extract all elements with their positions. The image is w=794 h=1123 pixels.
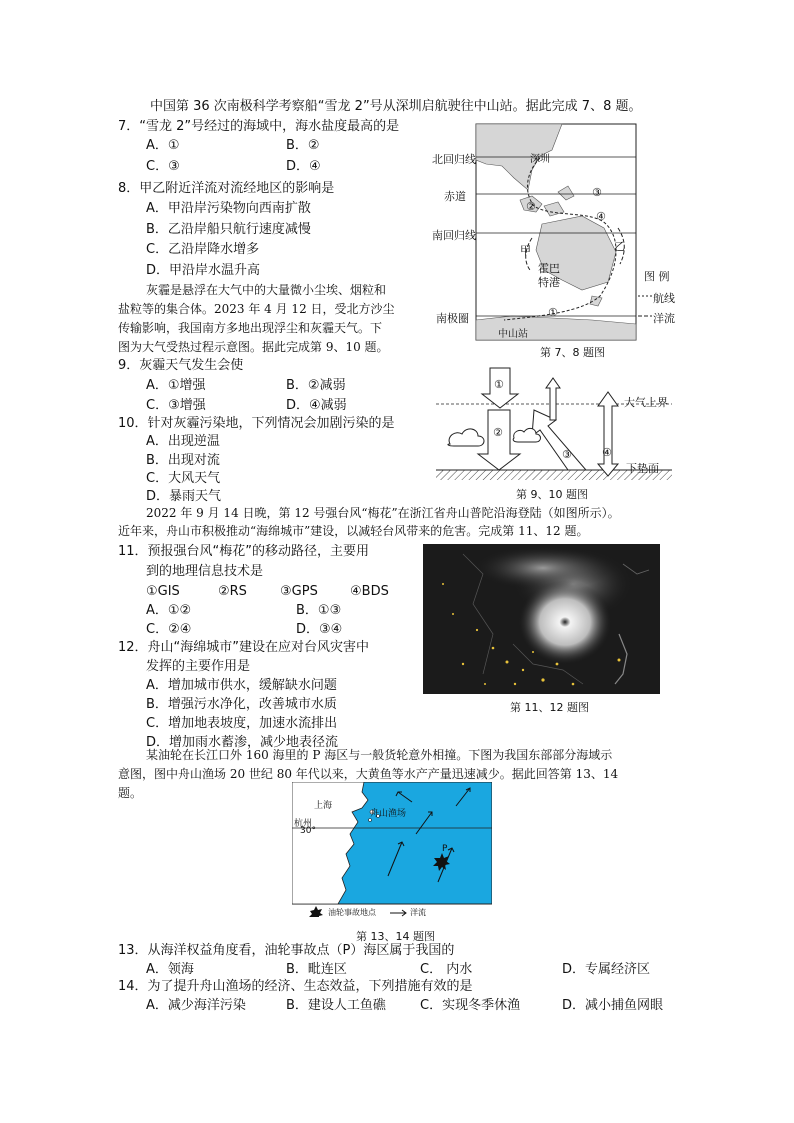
intro-9-10-line4: 图为大气受热过程示意图。据此完成第 9、10 题。 — [118, 340, 389, 354]
q13-stem: 13．从海洋权益角度看，油轮事故点（P）海区属于我国的 — [118, 943, 455, 958]
q7-option-c: C．③ — [146, 159, 180, 174]
q11-item-2: ②RS — [218, 584, 247, 599]
fig3-caption: 第 11、12 题图 — [510, 701, 589, 714]
label-hobart-2: 特港 — [538, 276, 560, 289]
intro-11-12-line1: 2022 年 9 月 14 日晚，第 12 号强台风“梅花”在浙江省舟山普陀沿海登陆（如图所示）。 — [146, 506, 620, 520]
q8-stem: 8．甲乙附近洋流对流经地区的影响是 — [118, 181, 335, 196]
q12-stem-line1: 12．舟山“海绵城市”建设在应对台风灾害中 — [118, 640, 370, 655]
label-equator: 赤道 — [444, 190, 466, 203]
legend-ocean-current: 洋流 — [410, 908, 426, 917]
label-top-of-atmosphere: 大气上界 — [624, 396, 668, 409]
intro-13-14-line2: 意图，图中舟山渔场 20 世纪 80 年代以来，大黄鱼等水产产量迅速减少。据此回答第 13、14 — [118, 767, 619, 781]
q12-option-a: A．增加城市供水，缓解缺水问题 — [146, 678, 337, 693]
map1-caption: 第 7、8 题图 — [540, 346, 605, 359]
q9-option-a: A．①增强 — [146, 378, 206, 393]
q10-option-b: B．出现对流 — [146, 453, 220, 468]
q11-item-3: ③GPS — [280, 584, 318, 599]
q11-item-4: ④BDS — [350, 584, 389, 599]
fig2-caption: 第 9、10 题图 — [516, 488, 588, 501]
label-jia: 甲 — [520, 244, 531, 257]
intro-7-8: 中国第 36 次南极科学考察船“雪龙 2”号从深圳启航驶往中山站。据此完成 7、8 题。 — [150, 99, 642, 114]
q14-option-c: C．实现冬季休渔 — [420, 998, 521, 1013]
typhoon-satellite-drawing — [423, 544, 660, 694]
arrow-1-label: ① — [494, 378, 504, 391]
q13-option-d: D．专属经济区 — [562, 962, 651, 977]
intro-13-14-line3: 题。 — [118, 786, 143, 800]
atmosphere-heating-figure — [436, 364, 672, 500]
q7-stem: 7．“雪龙 2”号经过的海域中，海水盐度最高的是 — [118, 119, 400, 134]
label-latitude-30: 30° — [300, 826, 316, 836]
q13-option-a: A．领海 — [146, 962, 194, 977]
q9-option-b: B．②减弱 — [286, 378, 346, 393]
q8-option-a: A．甲沿岸污染物向西南扩散 — [146, 201, 311, 216]
label-shanghai: 上海 — [314, 801, 333, 811]
label-tropic-capricorn: 南回归线 — [432, 229, 476, 242]
label-hobart-1: 霍巴 — [538, 262, 560, 275]
marker-2: ② — [526, 200, 536, 213]
label-yi: 乙 — [614, 240, 625, 253]
marker-4: ④ — [596, 210, 606, 223]
intro-9-10-line3: 传输影响，我国南方多地出现浮尘和灰霾天气。下 — [118, 321, 383, 335]
label-tropic-cancer: 北回归线 — [432, 153, 476, 166]
atmosphere-heating-diagram — [436, 364, 672, 500]
q8-option-b: B．乙沿岸船只航行速度减慢 — [146, 222, 311, 237]
typhoon-satellite-image — [423, 544, 660, 694]
q14-stem: 14．为了提升舟山渔场的经济、生态效益，下列措施有效的是 — [118, 979, 473, 994]
q10-stem: 10．针对灰霾污染地，下列情况会加剧污染的是 — [118, 416, 395, 431]
label-point-p: P — [442, 844, 448, 854]
label-antarctic-circle: 南极圈 — [436, 312, 469, 325]
q13-option-b: B．毗连区 — [286, 962, 347, 977]
label-hangzhou: 杭州 — [294, 819, 313, 829]
intro-11-12-line2: 近年来，舟山市积极推动“海绵城市”建设，以减轻台风带来的危害。完成第 11、12 题。 — [118, 524, 589, 538]
q10-option-d: D．暴雨天气 — [146, 489, 222, 504]
q11-option-a: A．①② — [146, 603, 192, 618]
legend-route: 航线 — [653, 292, 675, 305]
legend-title: 图 例 — [644, 270, 670, 283]
q7-option-b: B．② — [286, 138, 320, 153]
q11-stem-line1: 11．预报强台风“梅花”的移动路径，主要用 — [118, 544, 370, 559]
q9-option-c: C．③增强 — [146, 398, 206, 413]
q9-option-d: D．④减弱 — [286, 398, 347, 413]
intro-9-10-line1: 灰霾是悬浮在大气中的大量微小尘埃、烟粒和 — [146, 283, 387, 297]
q11-option-b: B．①③ — [296, 603, 342, 618]
q7-option-d: D．④ — [286, 159, 321, 174]
arrow-2-label: ② — [493, 426, 503, 439]
label-zhongshan-station: 中山站 — [498, 329, 528, 340]
intro-13-14-line1: 某油轮在长江口外 160 海里的 P 海区与一般货轮意外相撞。下图为我国东部部分海域示 — [146, 748, 613, 762]
marker-1: ① — [548, 306, 558, 319]
q8-option-c: C．乙沿岸降水增多 — [146, 242, 260, 257]
arrow-3-label: ③ — [562, 448, 572, 461]
q11-stem-line2: 到的地理信息技术是 — [146, 564, 264, 579]
q10-option-a: A．出现逆温 — [146, 434, 220, 449]
arrow-4-label: ④ — [602, 446, 612, 459]
q13-option-c: C． 内水 — [420, 962, 473, 977]
label-underlying-surface: 下垫面 — [626, 462, 659, 475]
q11-option-d: D．③④ — [296, 622, 343, 637]
q12-option-c: C．增加地表坡度，加速水流排出 — [146, 716, 338, 731]
marker-3: ③ — [592, 186, 602, 199]
map2-caption: 第 13、14 题图 — [356, 930, 435, 943]
q12-option-d: D．增加雨水蓄渗，减少地表径流 — [146, 735, 339, 750]
q11-item-1: ①GIS — [146, 584, 180, 599]
q14-option-a: A．减少海洋污染 — [146, 998, 246, 1013]
q9-stem: 9．灰霾天气发生会使 — [118, 358, 244, 373]
voyage-map-figure — [432, 120, 677, 360]
q7-option-a: A．① — [146, 138, 180, 153]
label-shenzhen: 深圳 — [530, 154, 550, 165]
q8-option-d: D．甲沿岸水温升高 — [146, 263, 261, 278]
q10-option-c: C．大风天气 — [146, 471, 221, 486]
q14-option-d: D．减小捕鱼网眼 — [562, 998, 664, 1013]
q12-stem-line2: 发挥的主要作用是 — [146, 659, 251, 674]
q12-option-b: B．增强污水净化，改善城市水质 — [146, 697, 337, 712]
q11-option-c: C．②④ — [146, 622, 192, 637]
legend-accident-point: 油轮事故地点 — [328, 908, 376, 917]
label-zhoushan-fishery: 舟山渔场 — [370, 809, 407, 819]
q14-option-b: B．建设人工鱼礁 — [286, 998, 386, 1013]
legend-current: 洋流 — [653, 312, 675, 325]
intro-9-10-line2: 盐粒等的集合体。2023 年 4 月 12 日，受北方沙尘 — [118, 302, 395, 316]
east-sea-map-figure — [292, 782, 492, 934]
